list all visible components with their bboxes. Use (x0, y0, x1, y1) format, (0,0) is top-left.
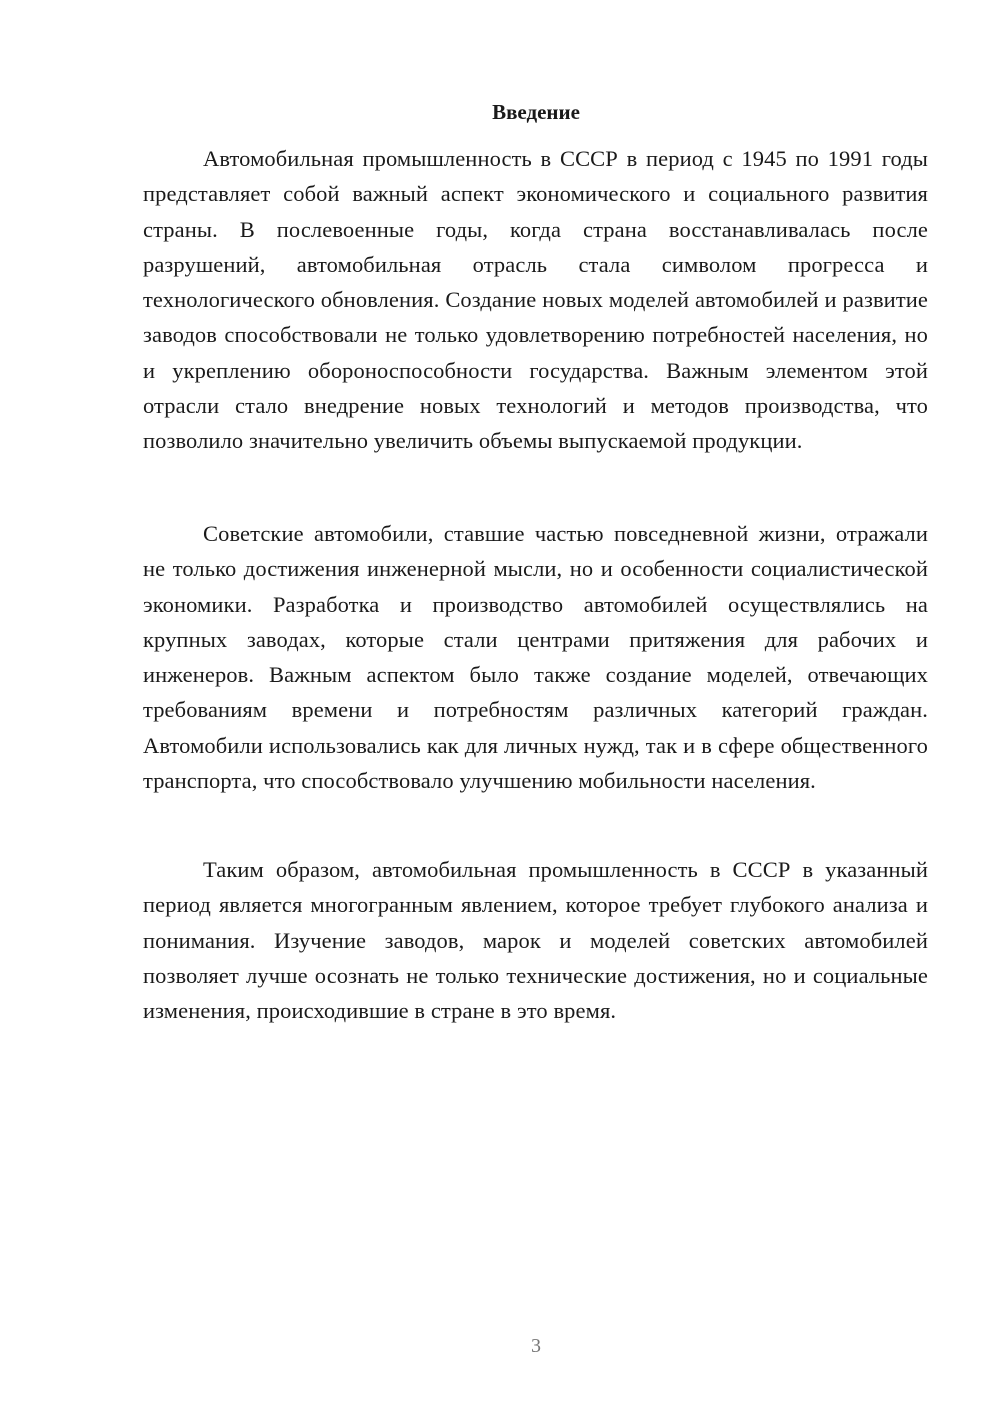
page-number: 3 (531, 1335, 541, 1357)
paragraph-1: Автомобильная промышленность в СССР в период с 1945 по 1991 годы представляет собой важный аспект экономического и социального развития страны. В послевоенные годы, когда страна восстанавливалась после разрушений, автомобильная отрасль стала символом прогресса и технологического обновления. Создание новых моделей автомобилей и развитие заводов способствовали не только удовлетворению потребностей населения, но и укреплению обороноспособности государства. Важным элементом этой отрасли стало внедрение новых технологий и методов производства, что позволило значительно увеличить объемы выпускаемой продукции. (143, 146, 928, 454)
paragraph-3: Таким образом, автомобильная промышленность в СССР в указанный период является многогранным явлением, которое требует глубокого анализа и понимания. Изучение заводов, марок и моделей советских автомобилей позволяет лучше осознать не только технические достижения, но и социальные изменения, происходившие в стране в это время. (143, 857, 928, 1024)
paragraph-2: Советские автомобили, ставшие частью повседневной жизни, отражали не только достижения инженерной мысли, но и особенности социалистической экономики. Разработка и производство автомобилей осуществлялись на крупных заводах, которые стали центрами притяжения для рабочих и инженеров. Важным аспектом было также создание моделей, отвечающих требованиям времени и потребностям различных категорий граждан. Автомобили использовались как для личных нужд, так и в сфере общественного транспорта, что способствовало улучшению мобильности населения. (143, 521, 928, 794)
page-title: Введение (492, 100, 580, 124)
